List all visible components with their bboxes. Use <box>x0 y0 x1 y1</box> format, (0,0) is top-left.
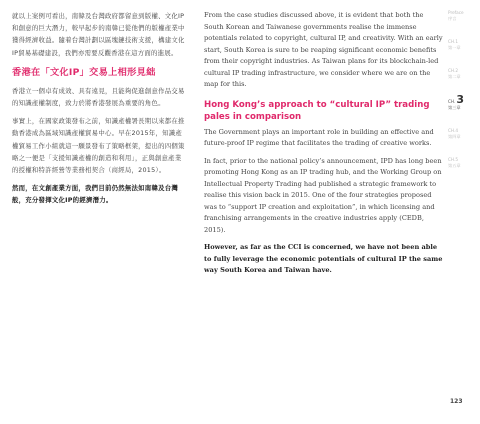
sidebar-active-number: 3 <box>456 93 464 106</box>
en-paragraph-1: From the case studies discussed above, it is evident that both the South Korean and Taiwanese governments realise the immense potentials related to copyright, cultural IP, and creativity. With an early start, South Korea is sure to be reaping significant economic benefits from their copyright industries. As Taiwan plans for its blockchain-led cultural IP trading infrastructure, we consider where we are on the map for this. <box>204 11 443 88</box>
zh-paragraph-2: 香港立一個卓有成效、具有遠見，且能夠促進創意作品交易的知識產權制度，致力於將香港發展為重要的角色。 <box>12 86 185 108</box>
chinese-column <box>12 10 187 213</box>
sidebar-item-sublabel: 第五章 <box>448 162 461 168</box>
en-paragraph-3: In fact, prior to the national policy’s announcement, IPD has long been promoting Hong Kong as an IP trading hub, and the Working Group on Intellectual Property Trading had published a strategic framework to realise this vision back in 2015. One of the four strategies proposed was to “support IP creation and exploitation”, in which licensing and franchising arrangements in the creative industries apply (CEDB, 2015). <box>204 156 442 234</box>
en-section-heading: Hong Kong’s approach to “cultural IP” trading pales in comparison <box>204 99 430 122</box>
sidebar-item-label: CH.1 <box>448 39 458 44</box>
zh-paragraph-1: 就以上案例可看出，南韓及台灣政府都留意到版權、文化IP和創意的巨大潛力，較早起步的南韓已從他們的版權產業中獲得經濟收益。隨着台灣計劃以區塊鏈技術支援，構建文化IP貿易基礎建設，我們亦需要反觀香港在這方面的進展。 <box>12 12 185 57</box>
sidebar-item-label: CH.5 <box>448 157 458 162</box>
sidebar-item-sublabel: 第一章 <box>448 44 461 50</box>
zh-paragraph-4: 然而，在文創產業方面，我們目前仍然無法如南韓及台灣般，充分發揮文化IP的經濟潛力。 <box>12 184 179 205</box>
sidebar-item-label: Preface <box>448 10 464 15</box>
en-paragraph-4: However, as far as the CCI is concerned, we have not been able to fully leverage the economic potentials of cultural IP the same way South Korea and Taiwan have. <box>204 243 443 274</box>
page-number: 123 <box>450 398 463 405</box>
sidebar-item-sublabel: 第四章 <box>448 133 461 139</box>
en-paragraph-2: The Government plays an important role in building an effective and future-proof IP regime that facilitates the trading of creative works. <box>204 127 434 147</box>
zh-paragraph-3: 事實上，在國家政策發布之前，知識產權署長期以來都在推動香港成為區域知識產權貿易中心。早在2015年，知識產權貿易工作小組就這一願景發布了策略框架，提出的四個策略之一便是「支援知識產權的創造和利用」，正與創意產業的授權和特許經營等業務相契合（商經局，2015）。 <box>12 117 185 175</box>
sidebar-item-ch1[interactable] <box>448 39 478 50</box>
chapter-sidebar <box>448 10 478 186</box>
sidebar-item-preface[interactable] <box>448 10 478 21</box>
sidebar-item-ch2[interactable] <box>448 68 478 79</box>
sidebar-item-ch5[interactable] <box>448 157 478 168</box>
sidebar-item-ch4[interactable] <box>448 128 478 139</box>
zh-section-heading: 香港在「文化IP」交易上相形見絀 <box>12 66 156 78</box>
sidebar-item-label: CH.4 <box>448 128 458 133</box>
english-column <box>204 10 444 283</box>
sidebar-active-sublabel: 第三章 <box>448 104 461 110</box>
sidebar-item-sublabel: 第二章 <box>448 73 461 79</box>
sidebar-item-sublabel: 序言 <box>448 15 457 21</box>
sidebar-active-prefix: CH. <box>448 99 456 104</box>
sidebar-item-ch3-active[interactable] <box>448 93 478 110</box>
sidebar-item-label: CH.2 <box>448 68 458 73</box>
